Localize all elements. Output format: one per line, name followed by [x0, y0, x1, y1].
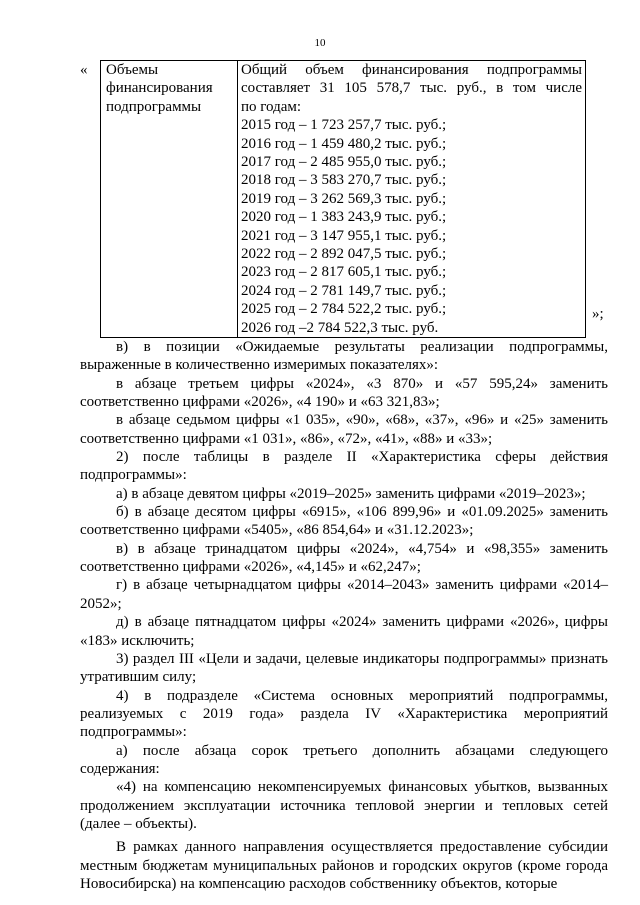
year-amount: 2016 год – 1 459 480,2 тыс. руб.;	[241, 135, 447, 152]
paragraph: б) в абзаце десятом цифры «6915», «106 899,96» и «01.09.2025» заменить соответственно цифрами «5405», «86 854,64» и «31.12.2023»;	[80, 504, 608, 539]
table-row	[101, 61, 586, 338]
year-amount: 2017 год – 2 485 955,0 тыс. руб.;	[241, 154, 447, 171]
year-amount: 2022 год – 2 892 047,5 тыс. руб.;	[241, 246, 447, 263]
paragraph: д) в абзаце пятнадцатом цифры «2024» заменить цифрами «2026», цифры «183» исключить;	[80, 614, 608, 649]
opening-quote: «	[80, 62, 88, 78]
label-line: финансирования	[106, 80, 213, 97]
paragraph: в абзаце третьем цифры «2024», «3 870» и «57 595,24» заменить соответственно цифрами «2026», «4 190» и «63 321,83»;	[80, 375, 608, 411]
paragraph: 3) раздел III «Цели и задачи, целевые индикаторы подпрограммы» признать утратившим силу;	[80, 650, 608, 686]
paragraph: г) в абзаце четырнадцатом цифры «2014–2043» заменить цифрами «2014–2052»;	[80, 577, 608, 612]
document-body	[80, 338, 608, 893]
paragraph: В рамках данного направления осуществляется предоставление субсидии местным бюджетам муниципальных районов и городских округов (кроме города Новосибирска) на компенсацию расходов собственнику объектов, которые	[80, 839, 608, 892]
funding-intro-end: по годам:	[241, 98, 302, 115]
year-amount: 2026 год –2 784 522,3 тыс. руб.	[241, 319, 439, 336]
closing-quote: »;	[592, 306, 604, 322]
label-line: подпрограммы	[106, 98, 202, 115]
paragraph: а) после абзаца сорок третьего дополнить абзацами следующего содержания:	[80, 742, 608, 777]
year-amount: 2024 год – 2 781 149,7 тыс. руб.;	[241, 282, 447, 299]
year-amount: 2018 год – 3 583 270,7 тыс. руб.;	[241, 172, 447, 189]
page-number: 10	[314, 37, 326, 49]
paragraph: 4) в подразделе «Система основных мероприятий подпрограммы, реализуемых с 2019 года» раздела IV «Характеристика мероприятий подпрограммы»:	[80, 687, 608, 741]
paragraph: «4) на компенсацию некомпенсируемых финансовых убытков, вызванных продолжением эксплуатации источника тепловой энергии и тепловых сетей (далее – объекты).	[80, 779, 608, 832]
table-value-cell	[238, 61, 586, 338]
label-line: Объемы	[106, 62, 159, 78]
paragraph: в) в абзаце тринадцатом цифры «2024», «4,754» и «98,355» заменить соответственно цифрами «2026», «4,145» и «62,247»;	[80, 540, 608, 576]
year-amount: 2023 год – 2 817 605,1 тыс. руб.;	[241, 264, 447, 281]
paragraph: в абзаце седьмом цифры «1 035», «90», «68», «37», «96» и «25» заменить соответственно цифрами «1 031», «86», «72», «41», «88» и «33»;	[80, 412, 608, 447]
funding-table	[100, 60, 586, 338]
year-amount: 2021 год – 3 147 955,1 тыс. руб.;	[241, 227, 447, 244]
year-amount: 2015 год – 1 723 257,7 тыс. руб.;	[241, 117, 447, 134]
paragraph: в) в позиции «Ожидаемые результаты реализации подпрограммы, выраженные в количественно измеримых показателях»:	[80, 339, 608, 374]
paragraph: а) в абзаце девятом цифры «2019–2025» заменить цифрами «2019–2023»;	[116, 485, 586, 502]
year-amount: 2019 год – 3 262 569,3 тыс. руб.;	[241, 190, 447, 207]
funding-intro: Общий объем финансирования подпрограммы составляет 31 105 578,7 тыс. руб., в том числе	[241, 62, 582, 97]
year-amount: 2020 год – 1 383 243,9 тыс. руб.;	[241, 209, 447, 226]
year-amount: 2025 год – 2 784 522,2 тыс. руб.;	[241, 301, 447, 318]
table-label-cell	[101, 61, 238, 338]
paragraph: 2) после таблицы в разделе II «Характеристика сферы действия подпрограммы»:	[80, 449, 608, 484]
